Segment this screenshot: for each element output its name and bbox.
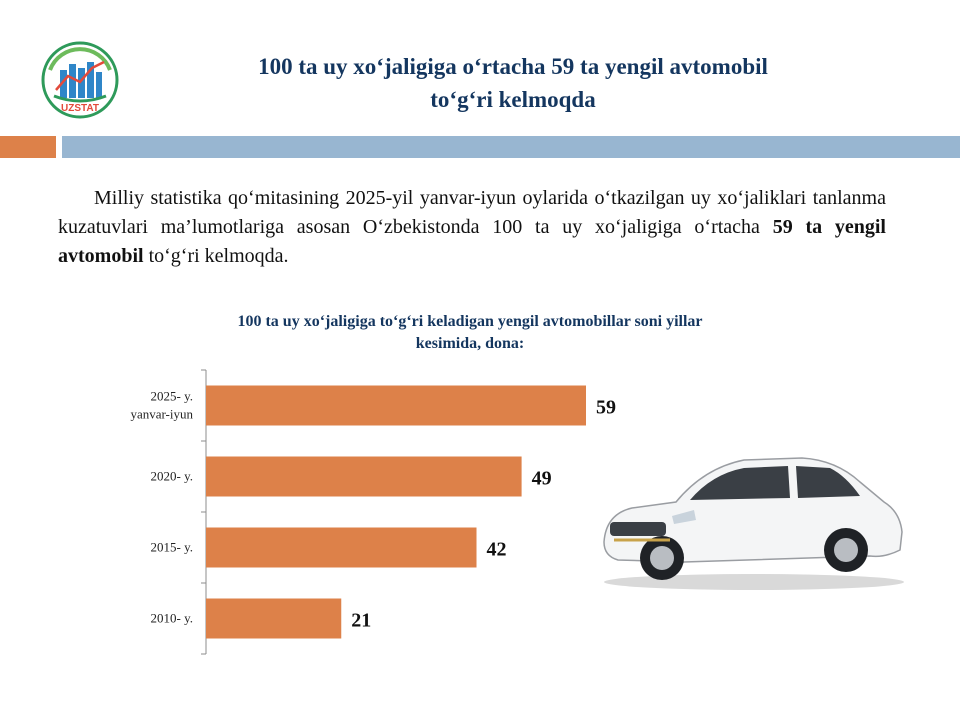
page-title xyxy=(150,50,876,116)
bar-data-label: 21 xyxy=(351,609,372,632)
intro-paragraph xyxy=(58,184,886,271)
page-title-line1: 100 ta uy xo‘jaligiga o‘rtacha 59 ta yengil avtomobil xyxy=(258,54,768,79)
uzstat-logo xyxy=(40,40,120,120)
category-tick-label: 2015- y. xyxy=(150,539,193,555)
bar xyxy=(206,599,341,639)
accent-band-orange xyxy=(0,136,56,158)
bar-data-label: 49 xyxy=(531,467,552,490)
bar-data-label: 59 xyxy=(596,396,616,419)
category-tick-label: 2010- y. xyxy=(150,610,193,626)
chart-title-line2: kesimida, dona: xyxy=(415,335,525,352)
intro-text-before: Milliy statistika qo‘mitasining 2025-yil yanvar-iyun oylarida o‘tkazilgan uy xo‘jaliklari tanlanma kuzatuvlari ma’lumotlariga asosan O‘zbekistonda 100 ta uy xo‘jaligiga o‘rtacha xyxy=(58,187,886,238)
logo-text: UZSTAT xyxy=(61,103,99,114)
accent-band-blue xyxy=(62,136,960,158)
bar-data-label: 42 xyxy=(486,538,507,561)
white-sedan-car-icon xyxy=(584,432,914,592)
category-tick-label: 2020- y. xyxy=(150,468,193,484)
intro-text-bold: 59 ta yengil avtomobil xyxy=(58,216,886,267)
bar xyxy=(206,386,586,426)
chart-title xyxy=(130,311,810,355)
category-tick-label: 2025- y. xyxy=(150,388,193,404)
intro-text-after: to‘g‘ri kelmoqda. xyxy=(143,245,289,267)
bar xyxy=(206,528,477,568)
bar xyxy=(206,457,522,497)
category-tick-label: yanvar-iyun xyxy=(130,406,193,422)
chart-title-line1: 100 ta uy xo‘jaligiga to‘g‘ri keladigan yengil avtomobillar soni yillar xyxy=(237,313,703,330)
page-title-line2: to‘g‘ri kelmoqda xyxy=(430,87,596,112)
